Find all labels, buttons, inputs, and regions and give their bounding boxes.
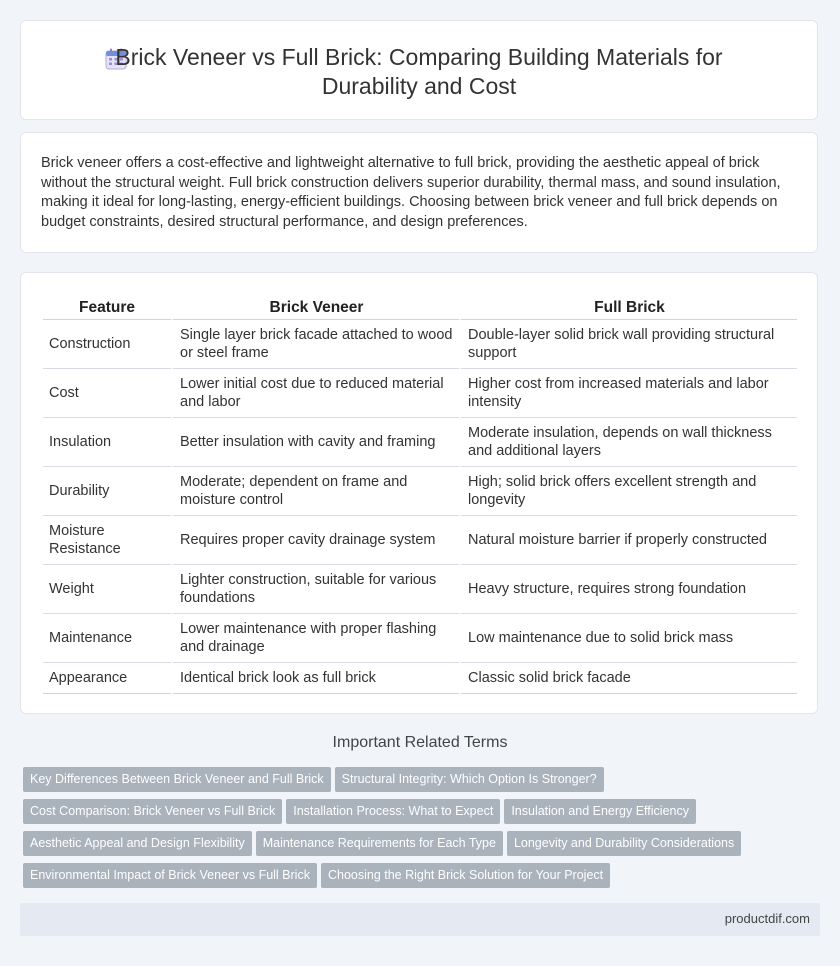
veneer-cell: Single layer brick facade attached to wood or steel frame xyxy=(171,320,459,369)
feature-cell: Appearance xyxy=(43,663,171,694)
related-term-tag[interactable]: Structural Integrity: Which Option Is Stronger? xyxy=(335,767,604,792)
related-term-tag[interactable]: Insulation and Energy Efficiency xyxy=(504,799,696,824)
full-brick-cell: Higher cost from increased materials and labor intensity xyxy=(459,369,797,418)
veneer-cell: Lower maintenance with proper flashing and drainage xyxy=(171,614,459,663)
table-row xyxy=(43,467,797,516)
related-term-tag[interactable]: Maintenance Requirements for Each Type xyxy=(256,831,503,856)
intro-paragraph: Brick veneer offers a cost-effective and lightweight alternative to full brick, providing the aesthetic appeal of brick without the structural weight. Full brick construction delivers superior durability, thermal mass, and sound insulation, making it ideal for long-lasting, energy-efficient buildings. Choosing between brick veneer and full brick depends on budget constraints, desired structural performance, and design preferences. xyxy=(41,155,781,230)
feature-cell: Durability xyxy=(43,467,171,516)
veneer-cell: Lighter construction, suitable for various foundations xyxy=(171,565,459,614)
related-term-tag[interactable]: Longevity and Durability Considerations xyxy=(507,831,741,856)
veneer-cell: Requires proper cavity drainage system xyxy=(171,516,459,565)
related-term-tag[interactable]: Choosing the Right Brick Solution for Your Project xyxy=(321,863,610,888)
related-terms-list xyxy=(23,767,823,895)
related-term-tag[interactable]: Environmental Impact of Brick Veneer vs Full Brick xyxy=(23,863,317,888)
veneer-cell: Lower initial cost due to reduced material and labor xyxy=(171,369,459,418)
full-brick-cell: Heavy structure, requires strong foundation xyxy=(459,565,797,614)
table-row xyxy=(43,516,797,565)
feature-cell: Construction xyxy=(43,320,171,369)
feature-cell: Insulation xyxy=(43,418,171,467)
table-row xyxy=(43,369,797,418)
related-terms-heading: Important Related Terms xyxy=(332,734,508,751)
table-header-row xyxy=(43,295,797,320)
veneer-cell: Identical brick look as full brick xyxy=(171,663,459,694)
tag-row xyxy=(23,831,823,863)
full-brick-cell: Double-layer solid brick wall providing structural support xyxy=(459,320,797,369)
header-feature: Feature xyxy=(43,295,171,320)
table-row xyxy=(43,663,797,694)
title-card xyxy=(20,20,818,120)
feature-cell: Moisture Resistance xyxy=(43,516,171,565)
full-brick-cell: Classic solid brick facade xyxy=(459,663,797,694)
full-brick-cell: High; solid brick offers excellent strength and longevity xyxy=(459,467,797,516)
related-term-tag[interactable]: Installation Process: What to Expect xyxy=(286,799,500,824)
full-brick-cell: Moderate insulation, depends on wall thickness and additional layers xyxy=(459,418,797,467)
veneer-cell: Better insulation with cavity and framing xyxy=(171,418,459,467)
tag-row xyxy=(23,863,823,895)
table-row xyxy=(43,614,797,663)
page-title: Brick Veneer vs Full Brick: Comparing Building Materials for Durability and Cost xyxy=(115,44,723,99)
comparison-table xyxy=(43,295,797,694)
header-full-brick: Full Brick xyxy=(459,295,797,320)
table-row xyxy=(43,418,797,467)
feature-cell: Cost xyxy=(43,369,171,418)
tag-row xyxy=(23,799,823,831)
table-row xyxy=(43,320,797,369)
table-row xyxy=(43,565,797,614)
tag-row xyxy=(23,767,823,799)
footer-site-link[interactable]: productdif.com xyxy=(724,911,810,926)
related-term-tag[interactable]: Key Differences Between Brick Veneer and Full Brick xyxy=(23,767,331,792)
footer-bar xyxy=(20,903,820,936)
full-brick-cell: Natural moisture barrier if properly constructed xyxy=(459,516,797,565)
full-brick-cell: Low maintenance due to solid brick mass xyxy=(459,614,797,663)
related-term-tag[interactable]: Cost Comparison: Brick Veneer vs Full Brick xyxy=(23,799,282,824)
feature-cell: Weight xyxy=(43,565,171,614)
header-brick-veneer: Brick Veneer xyxy=(171,295,459,320)
comparison-table-card xyxy=(20,272,818,714)
related-term-tag[interactable]: Aesthetic Appeal and Design Flexibility xyxy=(23,831,252,856)
intro-card xyxy=(20,132,818,253)
feature-cell: Maintenance xyxy=(43,614,171,663)
veneer-cell: Moderate; dependent on frame and moisture control xyxy=(171,467,459,516)
